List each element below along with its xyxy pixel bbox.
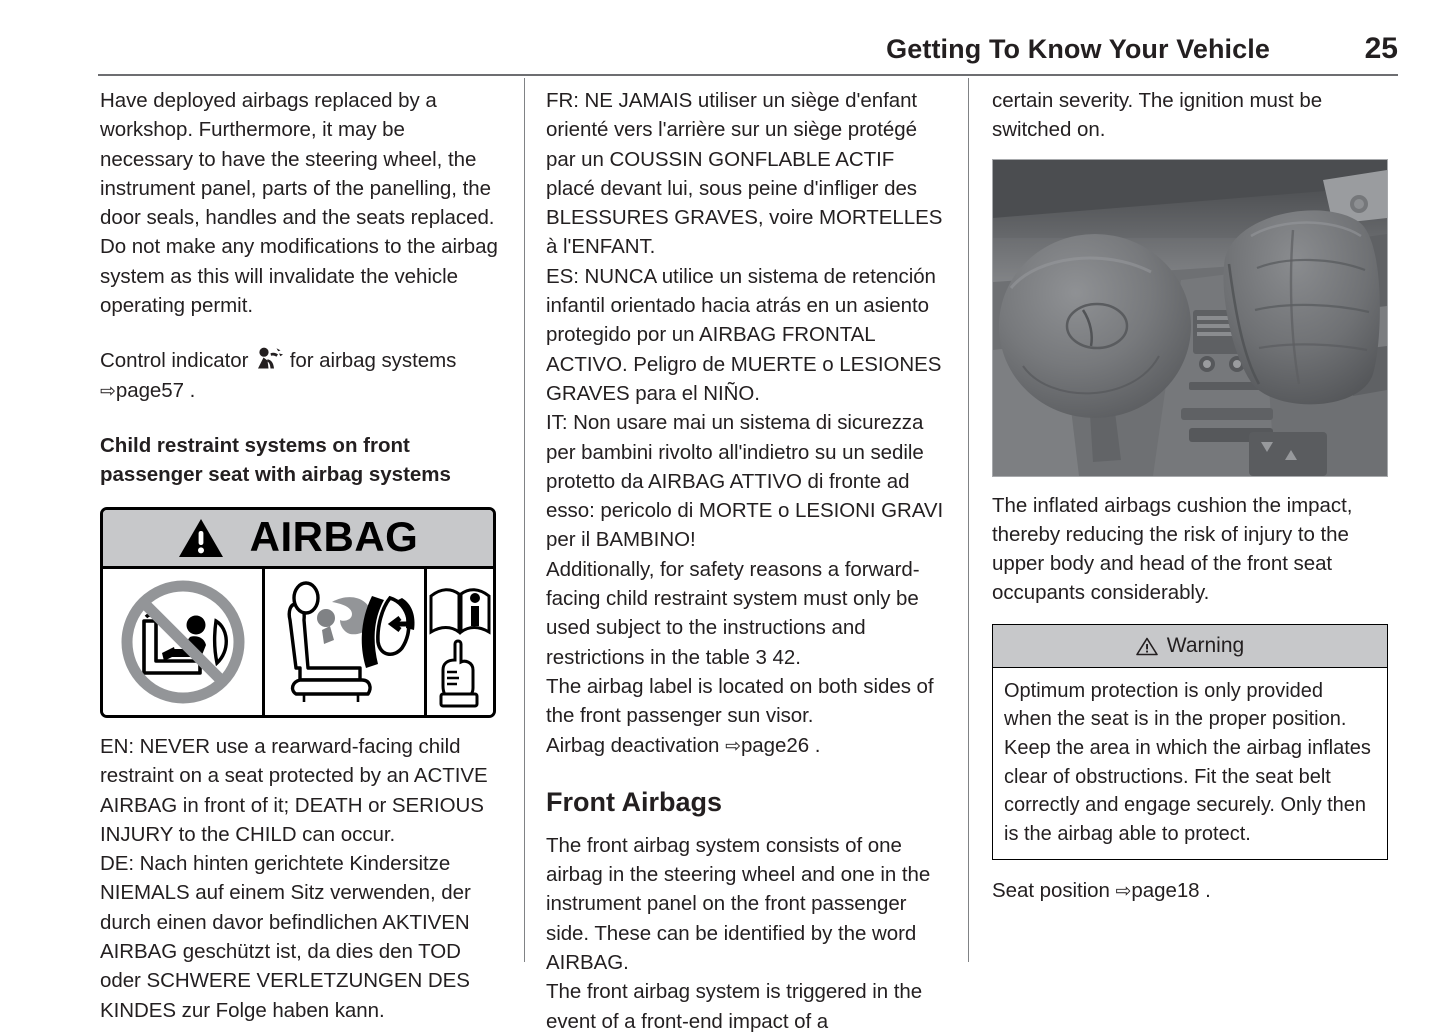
column-2	[546, 86, 944, 1036]
page-ref-18: page18 .	[1131, 879, 1211, 903]
page-ref-arrow: ⇨	[1115, 881, 1132, 903]
deployed-front-airbags-photo	[992, 159, 1388, 477]
warning-box-header	[993, 625, 1387, 668]
column-divider-1	[524, 78, 525, 962]
page-ref-57: page57 .	[115, 378, 196, 402]
warning-box-text: Optimum protection is only provided when the seat is in the proper position. Keep the area in which the airbag inflates clear of obstructions. Fit the seat belt correctly and engage securely. Only then is the airbag able to protect.	[1004, 679, 1371, 845]
warning-box	[992, 624, 1388, 861]
paragraph-it-warning: IT: Non usare mai un sistema di sicurezza per bambini rivolto all'indietro su un sedile protetto da AIRBAG ATTIVO di fronte ad esso: pericolo di MORTE o LESIONI GRAVI per il BAMBINO!	[546, 411, 944, 552]
paragraph-front-airbag-system: The front airbag system consists of one airbag in the steering wheel and one in the instrument panel on the front passenger side. These can be identified by the word AIRBAG.	[546, 833, 931, 975]
control-indicator-label: Control indicator	[100, 349, 249, 373]
paragraph-de-warning: DE: Nach hinten gerichtete Kindersitze NIEMALS auf einem Sitz verwenden, der durch einen davor befindlichen AKTIVEN AIRBAG geschützt ist, da dies den TOD oder SCHWERE VERLETZUNGEN DES KINDES zur Folge haben kann.	[100, 852, 471, 1022]
header-divider	[98, 74, 1398, 76]
paragraph-en-warning: EN: NEVER use a rearward-facing child restraint on a seat protected by an ACTIVE AIRBAG in front of it; DEATH or SERIOUS INJURY to the CHILD can occur.	[100, 734, 488, 846]
airbag-indicator-icon	[254, 347, 284, 369]
section-heading-front-airbags: Front Airbags	[546, 786, 723, 817]
page-number: 25	[1364, 32, 1398, 65]
page-ref-26: page26 .	[740, 733, 821, 757]
warning-box-body	[993, 668, 1387, 860]
paragraph-fr-warning: FR: NE JAMAIS utiliser un siège d'enfant orienté vers l'arrière sur un siège protégé par un COUSSIN GONFLABLE ACTIF placé devant lui, sous peine d'infliger des BLESSURES GRAVES, voire MORTELLES à l'ENFANT.	[546, 89, 943, 259]
airbag-label-header	[103, 510, 493, 569]
column-1	[100, 86, 498, 1025]
airbag-label-panels	[103, 569, 493, 715]
deploying-airbag-occupant-icon	[265, 569, 427, 715]
column-3	[992, 86, 1390, 906]
paragraph-continuation: certain severity. The ignition must be switched on.	[992, 89, 1323, 142]
warning-box-title: Warning	[1166, 634, 1245, 658]
warning-triangle-icon	[178, 518, 224, 558]
page-ref-arrow: ⇨	[725, 735, 741, 757]
no-rearward-facing-child-seat-icon	[103, 569, 265, 715]
subheading-child-restraint: Child restraint systems on front passenger seat with airbag systems	[100, 433, 451, 486]
column-divider-2	[968, 78, 969, 962]
paragraph-additional-safety: Additionally, for safety reasons a forward-facing child restraint system must only be used subject to the instructions and restrictions in the table 3 42.	[546, 557, 920, 669]
airbag-deactivation-line	[546, 731, 944, 760]
warning-triangle-icon	[1136, 637, 1158, 656]
airbag-deactivation-label: Airbag deactivation	[546, 733, 720, 757]
paragraph-es-warning: ES: NUNCA utilice un sistema de retención infantil orientado hacia atrás en un asiento protegido por un AIRBAG FRONTAL ACTIVO. Peligro de MUERTE o LESIONES GRAVES para el NIÑO.	[546, 264, 942, 405]
pointing-hand-icon	[441, 641, 477, 706]
page-ref-arrow: ⇨	[100, 380, 116, 402]
page-header	[98, 34, 1398, 78]
paragraph-front-airbag-trigger: The front airbag system is triggered in the event of a front-end impact of a	[546, 980, 923, 1033]
control-indicator-suffix: for airbag systems	[289, 349, 457, 373]
manual-info-book-icon	[431, 590, 489, 632]
paragraph-no-modifications: Do not make any modifications to the airbag system as this will invalidate the vehicle operating permit.	[100, 235, 498, 318]
control-indicator-line	[100, 346, 498, 405]
paragraph-airbag-cushion: The inflated airbags cushion the impact, thereby reducing the risk of injury to the upper body and head of the front seat occupants considerably.	[992, 493, 1353, 605]
paragraph-label-location: The airbag label is located on both sides of the front passenger sun visor.	[546, 674, 934, 728]
page-title: Getting To Know Your Vehicle	[886, 34, 1270, 64]
paragraph-deployed-airbags: Have deployed airbags replaced by a workshop. Furthermore, it may be necessary to have the steering wheel, the instrument panel, parts of the panelling, the door seals, handles and the seats replaced.	[100, 89, 495, 230]
airbag-label-word: AIRBAG	[249, 512, 419, 560]
seat-position-line	[992, 876, 1390, 905]
seat-position-label: Seat position	[992, 879, 1110, 903]
manual-reference-panel	[427, 569, 493, 715]
airbag-warning-label-graphic	[100, 507, 496, 718]
